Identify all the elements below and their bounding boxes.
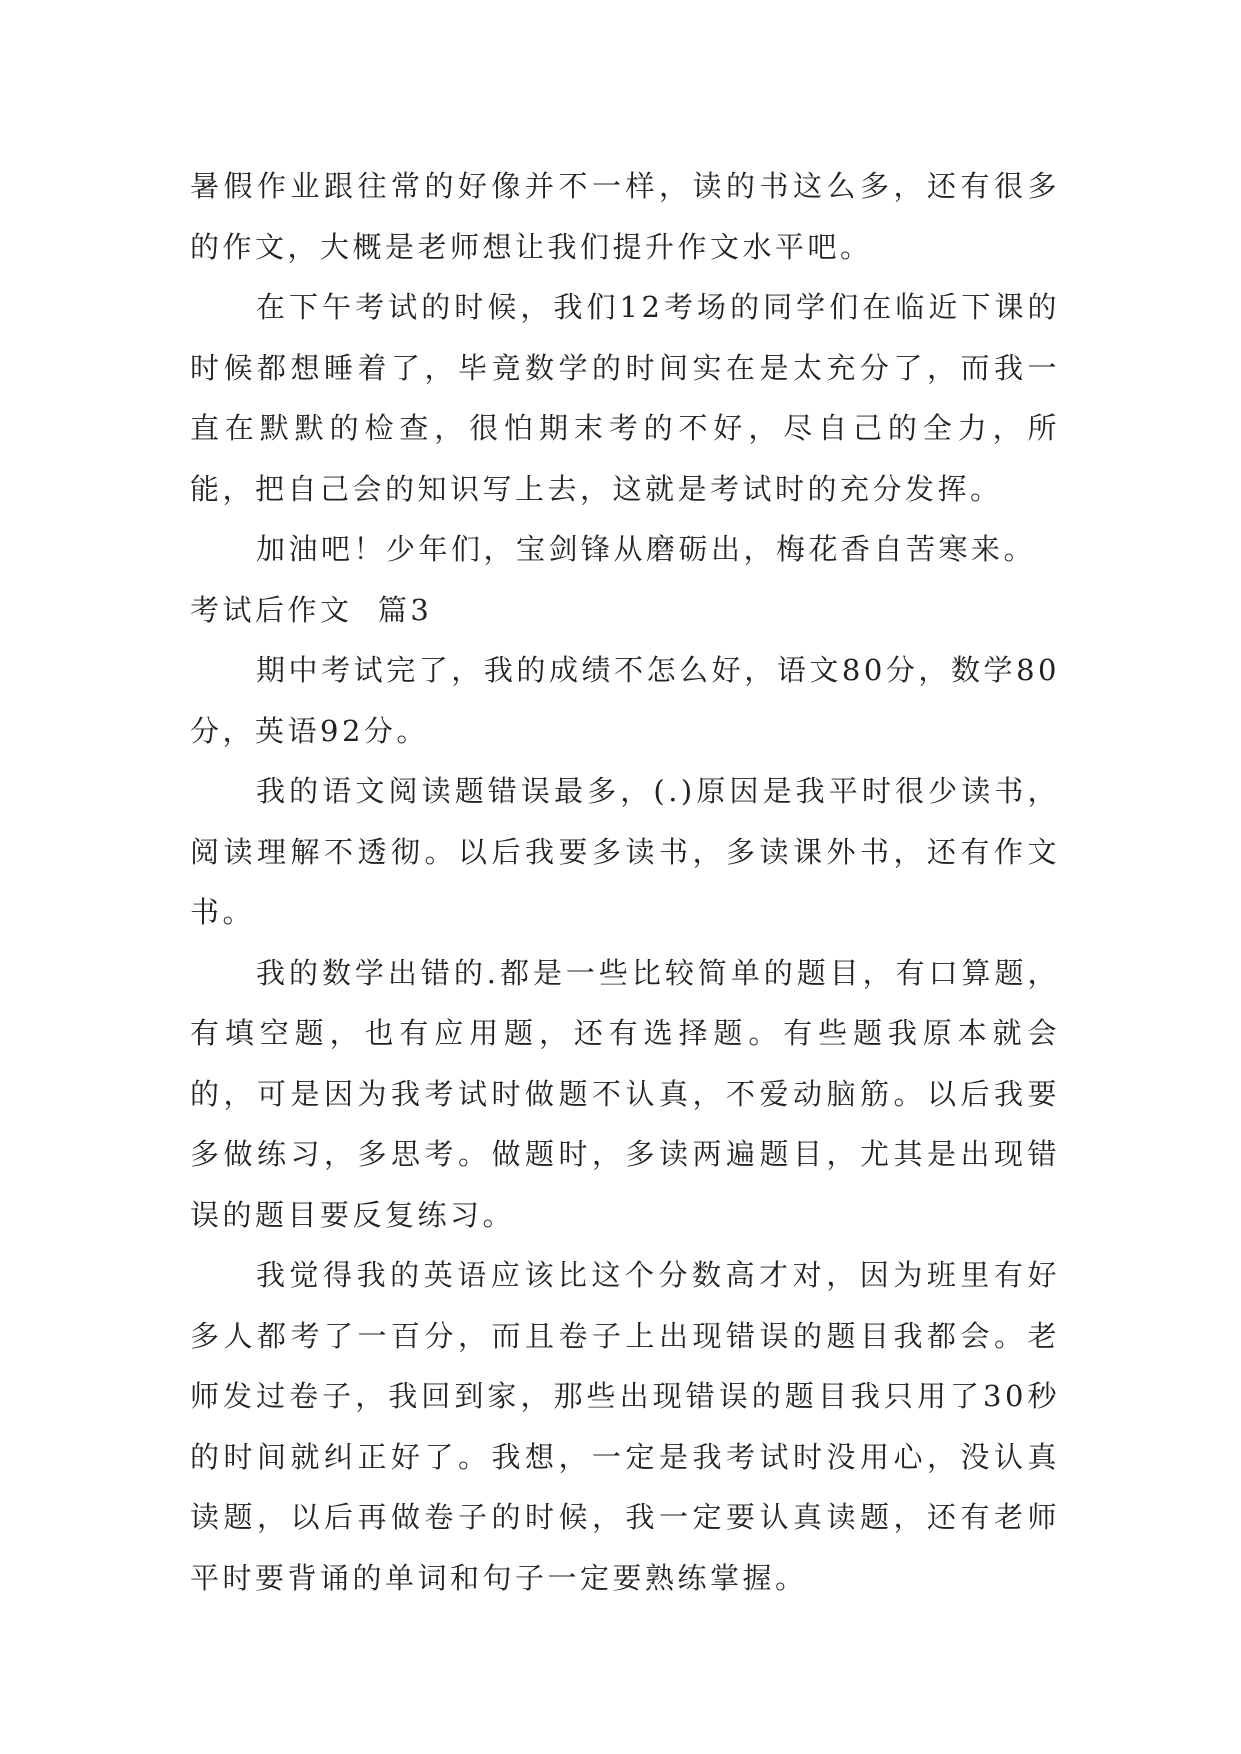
document-body bbox=[190, 156, 1060, 1608]
section-heading: 考试后作文 篇3 bbox=[190, 592, 433, 627]
paragraph-5: 我的语文阅读题错误最多，(.)原因是我平时很少读书，阅读理解不透彻。以后我要多读书，多读课外书，还有作文书。 bbox=[190, 774, 1060, 929]
paragraph-2: 在下午考试的时候，我们12考场的同学们在临近下课的时候都想睡着了，毕竟数学的时间实在是太充分了，而我一直在默默的检查，很怕期末考的不好，尽自己的全力，所能，把自己会的知识写上去，这就是考试时的充分发挥。 bbox=[190, 290, 1060, 506]
paragraph-6: 我的数学出错的.都是一些比较简单的题目，有口算题，有填空题，也有应用题，还有选择题。有些题我原本就会的，可是因为我考试时做题不认真，不爱动脑筋。以后我要多做练习，多思考。做题时，多读两遍题目，尤其是出现错误的题目要反复练习。 bbox=[190, 955, 1060, 1232]
paragraph-7: 我觉得我的英语应该比这个分数高才对，因为班里有好多人都考了一百分，而且卷子上出现错误的题目我都会。老师发过卷子，我回到家，那些出现错误的题目我只用了30秒的时间就纠正好了。我想，一定是我考试时没用心，没认真读题，以后再做卷子的时候，我一定要认真读题，还有老师平时要背诵的单词和句子一定要熟练掌握。 bbox=[190, 1258, 1060, 1595]
paragraph-4: 期中考试完了，我的成绩不怎么好，语文80分，数学80分，英语92分。 bbox=[190, 653, 1060, 748]
paragraph-3: 加油吧！少年们，宝剑锋从磨砺出，梅花香自苦寒来。 bbox=[256, 532, 1037, 566]
paragraph-1: 暑假作业跟往常的好像并不一样，读的书这么多，还有很多的作文，大概是老师想让我们提升作文水平吧。 bbox=[190, 169, 1060, 264]
